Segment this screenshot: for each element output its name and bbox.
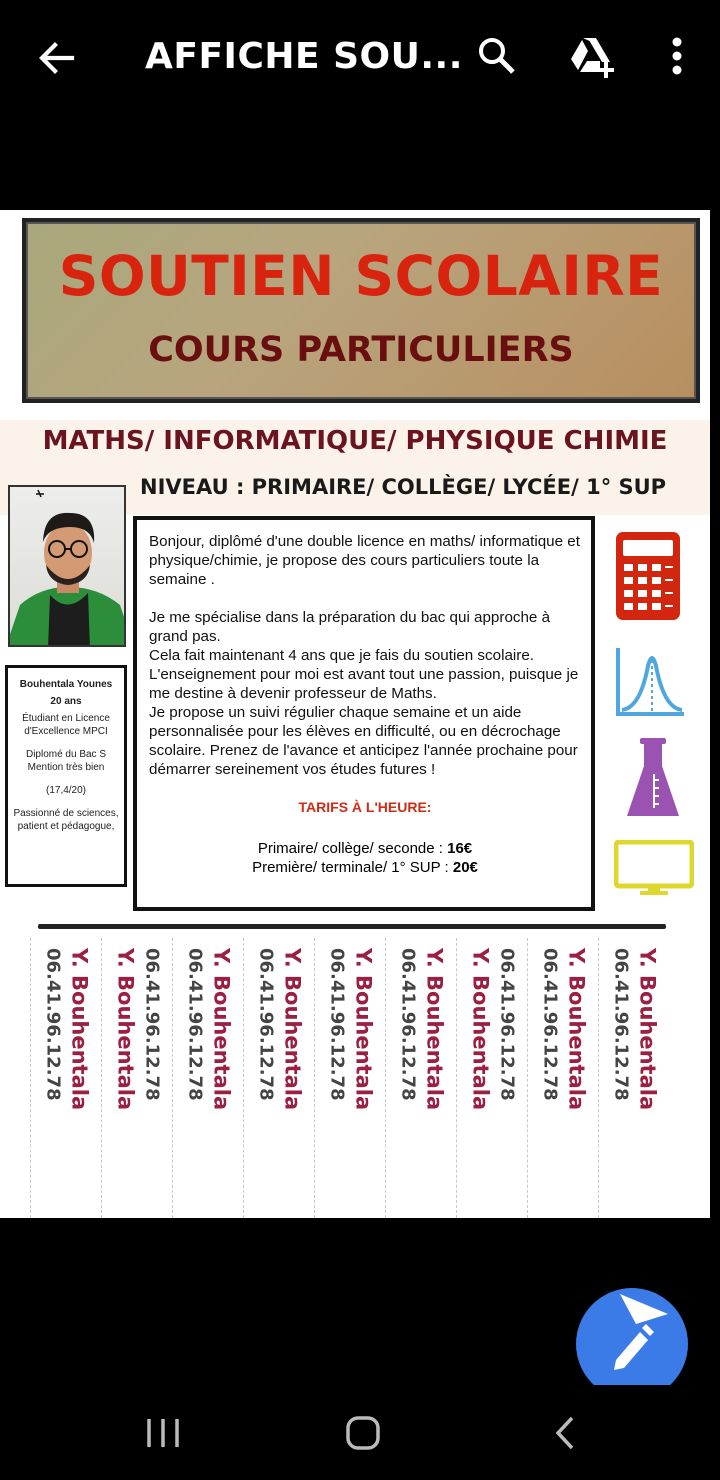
tear-tab: 06.41.96.12.78 Y. Bouhentala: [243, 938, 315, 1218]
tear-tab: Y. Bouhentala 06.41.96.12.78: [101, 938, 173, 1218]
poster-title: SOUTIEN SCOLAIRE: [58, 244, 664, 308]
tutor-info-box: [5, 665, 127, 887]
tear-off-tabs: [30, 938, 710, 1218]
tutor-qualities: Passionné de sciences, patient et pédagogue,: [13, 808, 119, 832]
price-row-1: Primaire/ collège/ seconde : 16€: [257, 840, 473, 857]
description-paragraph-2: Je me spécialise dans la préparation du bac qui approche à grand pas.: [149, 609, 551, 645]
flask-icon: [626, 738, 680, 823]
description-paragraph-1: Bonjour, diplômé d'une double licence en maths/ informatique et physique/chimie, je propose des cours particuliers toute la semaine .: [149, 533, 580, 588]
drive-add-icon[interactable]: [568, 34, 612, 78]
poster-subtitle: COURS PARTICULIERS: [148, 330, 574, 370]
more-vertical-icon[interactable]: [656, 34, 696, 78]
tear-tab: 06.41.96.12.78 Y. Bouhentala: [598, 938, 670, 1218]
recent-apps-icon[interactable]: [143, 1413, 183, 1453]
app-bar: [0, 0, 720, 115]
description-paragraph-3: Cela fait maintenant 4 ans que je fais du soutien scolaire. L'enseignement pour moi est avant tout une passion, puisque je me destine à devenir professeur de Maths.: [149, 647, 579, 702]
poster-image: [0, 210, 710, 1218]
document-title: AFFICHE SOU...: [145, 36, 463, 77]
tear-tab: Y. Bouhentala 06.41.96.12.78: [456, 938, 528, 1218]
edit-send-button[interactable]: [576, 1288, 688, 1400]
calculator-icon: [616, 532, 680, 625]
tear-tab: 06.41.96.12.78 Y. Bouhentala: [385, 938, 457, 1218]
tutor-age: 20 ans: [50, 696, 82, 707]
tear-tab: 06.41.96.12.78 Y. Bouhentala: [172, 938, 244, 1218]
tutor-grade: (17,4/20): [45, 785, 87, 796]
subjects-line: MATHS/ INFORMATIQUE/ PHYSIQUE CHIMIE: [42, 426, 668, 456]
description-paragraph-4: Je propose un suivi régulier chaque semaine et un aide personnalisée pour les élèves en difficulté, ou en décrochage scolaire. Prenez de l'avance et anticipez l'année prochaine pour démarrer sereinement vos études futures !: [149, 704, 578, 778]
search-icon[interactable]: [475, 34, 519, 78]
tear-tab: 06.41.96.12.78 Y. Bouhentala: [30, 938, 102, 1218]
arrow-left-icon[interactable]: [34, 36, 78, 80]
levels-line: NIVEAU : PRIMAIRE/ COLLÈGE/ LYCÉE/ 1° SUP: [140, 475, 667, 499]
tear-line: [38, 924, 666, 929]
tutor-photo: [8, 485, 126, 647]
nav-back-icon[interactable]: [546, 1413, 586, 1453]
tutor-studies: Étudiant en Licence d'Excellence MPCI: [22, 713, 110, 737]
monitor-icon: [614, 840, 694, 901]
system-nav-bar: [0, 1385, 720, 1480]
description-box: [133, 516, 595, 911]
tutor-diploma: Diplomé du Bac S Mention très bien: [25, 749, 107, 773]
price-row-2: Première/ terminale/ 1° SUP : 20€: [252, 859, 478, 876]
tarifs-title: TARIFS À L'HEURE:: [298, 799, 432, 815]
poster-banner: [22, 218, 700, 403]
edit-send-icon: [576, 1288, 688, 1400]
tear-tab: 06.41.96.12.78 Y. Bouhentala: [314, 938, 386, 1218]
tear-tab: 06.41.96.12.78 Y. Bouhentala: [527, 938, 599, 1218]
home-icon[interactable]: [343, 1413, 383, 1453]
tutor-name: Bouhentala Younes: [19, 679, 113, 690]
bell-curve-icon: [614, 646, 686, 723]
